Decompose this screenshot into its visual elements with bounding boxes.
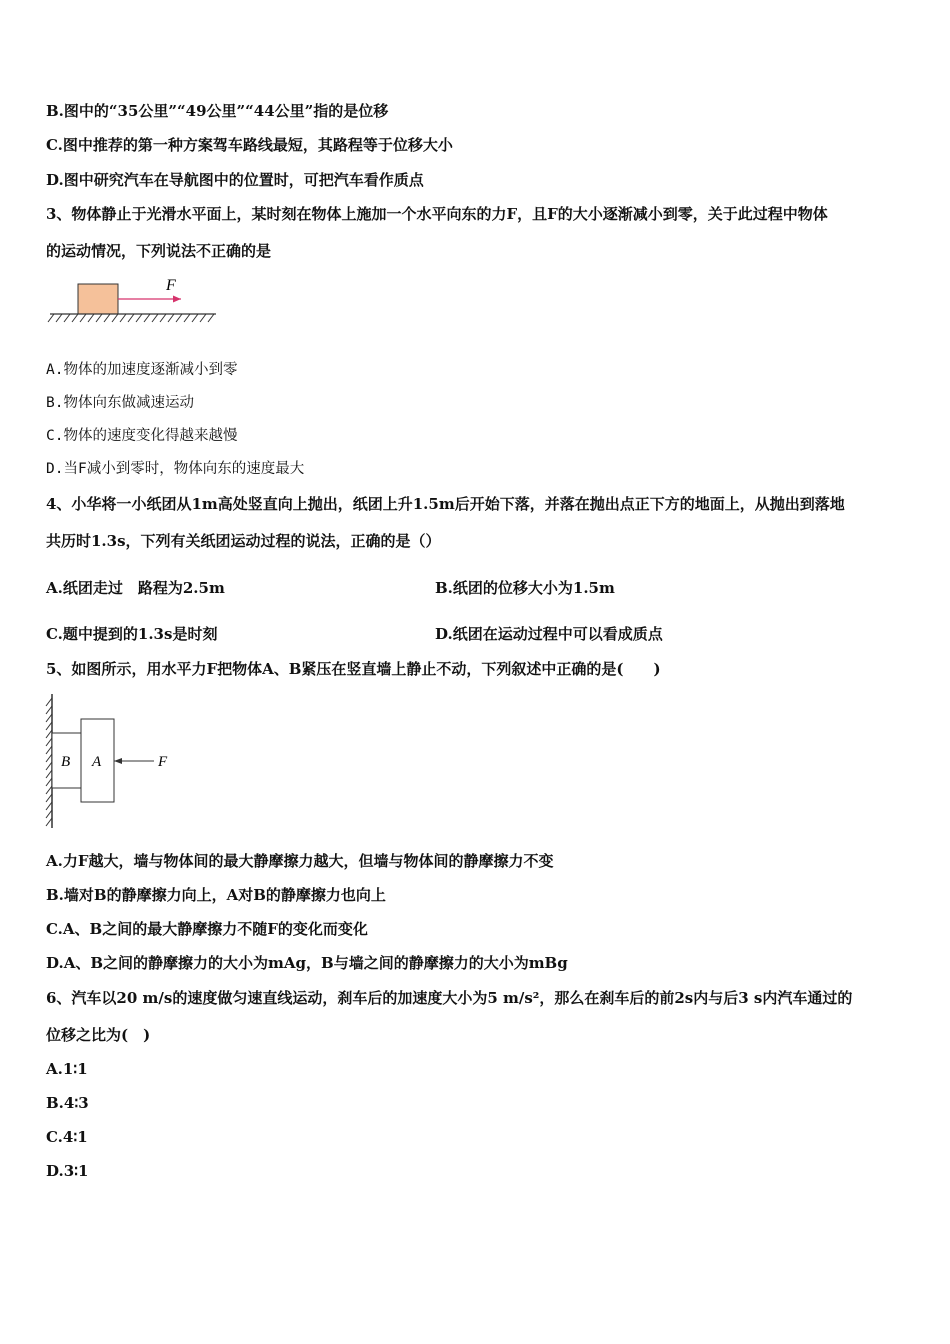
q4-option-d: D.纸团在运动过程中可以看成质点 xyxy=(435,625,663,643)
q5-stem: 5、如图所示，用水平力F把物体A、B紧压在竖直墙上静止不动，下列叙述中正确的是( ) xyxy=(46,660,661,678)
q4-stem-line1: 4、小华将一小纸团从1m高处竖直向上抛出，纸团上升1.5m后开始下落，并落在抛出点正下方的地面上，从抛出到落地 xyxy=(46,495,845,513)
q6-stem-line2: 位移之比为( ) xyxy=(46,1026,151,1044)
ground-hatching xyxy=(48,314,214,322)
q6-option-a: A.1∶1 xyxy=(46,1060,88,1078)
force-label: F xyxy=(158,754,168,770)
q6-stem-line1: 6、汽车以20 m/s的速度做匀速直线运动，刹车后的加速度大小为5 m/s²，那么在刹车后的前2s内与后3 s内汽车通过的 xyxy=(46,989,853,1007)
q3-stem-line2: 的运动情况，下列说法不正确的是 xyxy=(46,242,272,260)
q3-option-c: C.物体的速度变化得越来越慢 xyxy=(46,428,238,444)
block-b-label: B xyxy=(61,754,71,770)
force-arrowhead xyxy=(114,758,122,764)
q5-option-c: C.A、B之间的最大静摩擦力不随F的变化而变化 xyxy=(46,920,368,938)
q6-option-b: B.4∶3 xyxy=(46,1094,89,1112)
q6-option-c: C.4∶1 xyxy=(46,1128,88,1146)
q2-option-d: D.图中研究汽车在导航图中的位置时，可把汽车看作质点 xyxy=(46,171,424,189)
q2-option-c: C.图中推荐的第一种方案驾车路线最短，其路程等于位移大小 xyxy=(46,136,453,154)
q6-option-d: D.3∶1 xyxy=(46,1162,89,1180)
q4-option-b: B.纸团的位移大小为1.5m xyxy=(435,579,615,597)
force-label: F xyxy=(166,277,176,294)
q3-option-b: B.物体向东做减速运动 xyxy=(46,395,194,411)
q3-option-a: A.物体的加速度逐渐减小到零 xyxy=(46,362,238,378)
force-arrowhead xyxy=(173,296,181,303)
q5-option-b: B.墙对B的静摩擦力向上，A对B的静摩擦力也向上 xyxy=(46,886,386,904)
wall-hatching xyxy=(46,698,52,826)
block-a-label: A xyxy=(92,754,102,770)
q3-force-diagram xyxy=(46,272,222,324)
q3-stem-line1: 3、物体静止于光滑水平面上，某时刻在物体上施加一个水平向东的力F，且F的大小逐渐减小到零，关于此过程中物体 xyxy=(46,205,828,223)
block-shape xyxy=(78,284,118,314)
q5-option-d: D.A、B之间的静摩擦力的大小为mAg，B与墙之间的静摩擦力的大小为mBg xyxy=(46,954,568,972)
q4-option-a: A.纸团走过 路程为2.5m xyxy=(46,579,225,597)
q4-option-c: C.题中提到的1.3s是时刻 xyxy=(46,625,218,643)
q3-option-d: D.当F减小到零时，物体向东的速度最大 xyxy=(46,461,305,477)
q2-option-b: B.图中的“35公里”“49公里”“44公里”指的是位移 xyxy=(46,102,389,120)
q5-option-a: A.力F越大，墙与物体间的最大静摩擦力越大，但墙与物体间的静摩擦力不变 xyxy=(46,852,554,870)
q5-wall-diagram xyxy=(42,692,182,832)
q4-stem-line2: 共历时1.3s，下列有关纸团运动过程的说法，正确的是（） xyxy=(46,532,441,550)
